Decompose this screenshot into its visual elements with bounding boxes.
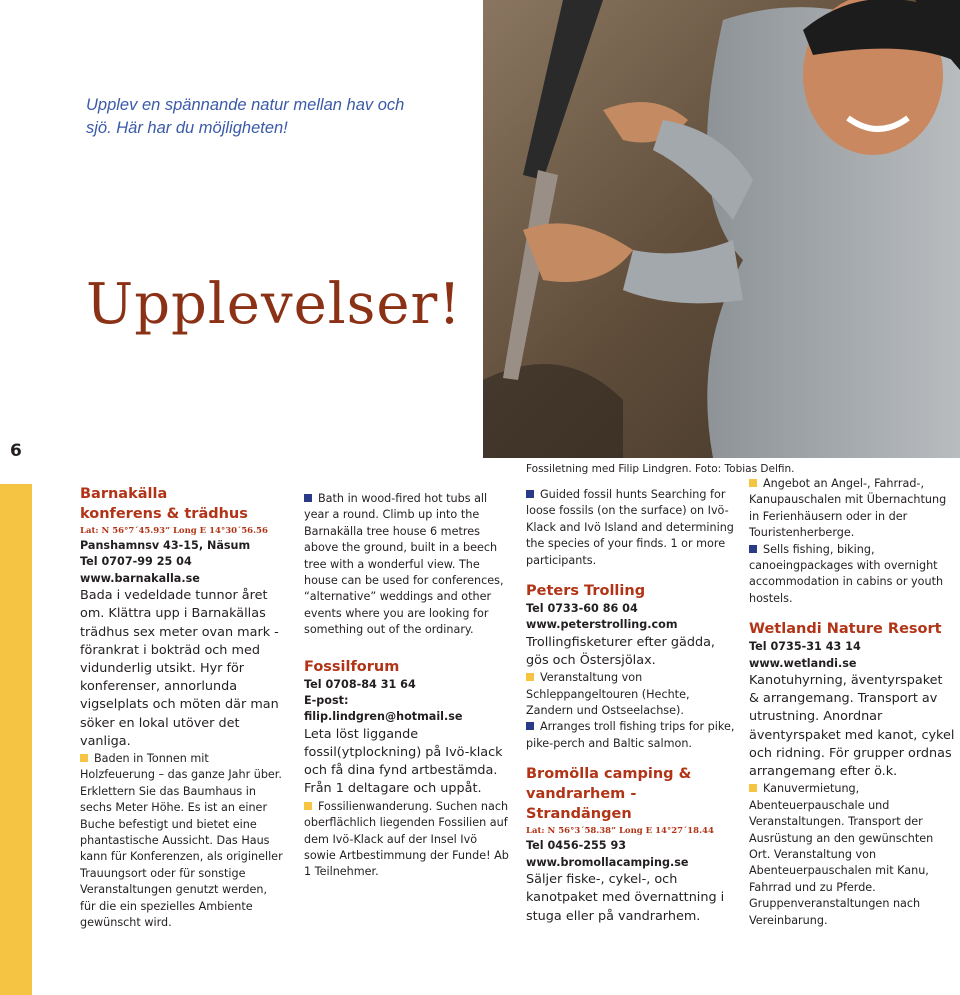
fossilforum-german-text: [304, 799, 509, 881]
column-4: [749, 476, 955, 929]
english-bullet-icon: [304, 494, 312, 502]
page-number: 6: [10, 441, 22, 461]
fossilforum-name: Fossilforum: [304, 658, 400, 675]
bromolla-coords: Lat: N 56°3´58.38” Long E 14°27´18.44: [526, 826, 714, 837]
fossilforum-phone: Tel 0708-84 31 64: [304, 677, 416, 691]
peters-trolling-swedish-text: Trollingfisketurer efter gädda, gös och Östersjölax.: [526, 634, 716, 669]
intro-text: Upplev en spännande natur mellan hav och sjö. Här har du möjligheten!: [86, 96, 405, 137]
peters-trolling-english-text: [526, 719, 738, 752]
bromolla-name: Bromölla camping &: [526, 766, 692, 783]
english-bullet-icon: [526, 490, 534, 498]
bromolla-swedish-text: Säljer fiske-, cykel-, och kanotpaket med övernattning i stuga eller på vandrarhem.: [526, 872, 725, 924]
bromolla-web[interactable]: www.bromollacamping.se: [526, 855, 689, 869]
german-bullet-icon: [749, 479, 757, 487]
barnakalla-german-body: Baden in Tonnen mit Holzfeuerung – das ganze Jahr über. Erklettern Sie das Baumhaus in sechs Meter Höhe. Es ist an einer Buche befestigt und bietet eine phantastische Aussicht. Das Haus kann für Konferenzen, als origineller Trauungsort oder für sonstige Veranstaltungen genutzt werden, für die ein spezielles Ambiente gewünscht wird.: [80, 752, 283, 930]
column-2: [304, 491, 509, 881]
peters-trolling-german-text: [526, 670, 738, 719]
english-bullet-icon: [526, 722, 534, 730]
peters-trolling-web[interactable]: www.peterstrolling.com: [526, 618, 678, 632]
wetlandi-german-body: Kanuvermietung, Abenteuerpauschale und Veranstaltungen. Transport der Ausrüstung an den gewünschten Ort. Veranstaltung von Abenteuerpauschalen mit Kanu, Fahrrad und zu Pferde. Gruppenveranstaltungen nach Vereinbarung.: [749, 782, 934, 927]
german-bullet-icon: [749, 784, 757, 792]
bromolla-german-text: [749, 476, 955, 542]
bromolla-german-body: Angebot an Angel-, Fahrrad-, Kanupauschalen mit Übernachtung in Ferienhäusern oder in der Touristenherberge.: [749, 477, 947, 540]
barnakalla-english-text: [304, 491, 509, 639]
peters-trolling-english-body: Arranges troll fishing trips for pike, pike-perch and Baltic salmon.: [526, 720, 735, 750]
barnakalla-coords: Lat: N 56°7´45.93” Long E 14°30´56.56: [80, 526, 268, 536]
yellow-side-bar: [0, 484, 32, 995]
bromolla-subtitle: vandrarhem - Strandängen: [526, 786, 637, 823]
bromolla-english-body: Sells fishing, biking, canoeingpackages with overnight accommodation in cabins or youth hostels.: [749, 542, 944, 605]
fossilforum-swedish-text: Leta löst liggande fossil(ytplockning) på Ivö-klack och få dina fynd artbestämda. Från 1 deltagare och uppåt.: [304, 726, 503, 797]
english-bullet-icon: [749, 545, 757, 553]
peters-trolling-phone: Tel 0733-60 86 04: [526, 602, 638, 616]
bromolla-phone: Tel 0456-255 93: [526, 839, 627, 853]
barnakalla-web[interactable]: www.barnakalla.se: [80, 571, 200, 585]
german-bullet-icon: [526, 673, 534, 681]
fossilforum-english-body: Guided fossil hunts Searching for loose fossils (on the surface) on Ivö-Klack and Ivö Island and determining the species of your finds. 1 or more participants.: [526, 488, 734, 567]
bromolla-english-text: [749, 542, 955, 608]
photo-illustration: [483, 0, 960, 458]
column-3: [526, 487, 738, 926]
column-1: [80, 484, 285, 932]
wetlandi-phone: Tel 0735-31 43 14: [749, 640, 861, 654]
peters-trolling-german-body: Veranstaltung von Schleppangeltouren (Hechte, Zandern und Ostseelachse).: [526, 671, 690, 718]
barnakalla-name: Barnakälla: [80, 486, 168, 502]
fossilforum-english-text: [526, 487, 738, 569]
german-bullet-icon: [304, 802, 312, 810]
barnakalla-address: Panshamnsv 43-15, Näsum: [80, 539, 251, 552]
wetlandi-swedish-text: Kanotuhyrning, äventyrspaket & arrangemang. Transport av utrustning. Anordnar äventyrspaket med kanot, cykel och ridning. För grupper ordnas arrangemang efter ö.k.: [749, 673, 955, 780]
photo-caption: Fossiletning med Filip Lindgren. Foto: Tobias Delfin.: [526, 463, 795, 475]
barnakalla-swedish-text: Bada i vedeldade tunnor året om. Klättra upp i Barnakällas trädhus sex meter ovan mark - förankrat i bokträd och med vidunderlig utsikt. Hyr för konferenser, annorlunda vigselplats och möten där man söker en lokal utöver det vanliga.: [80, 588, 279, 749]
german-bullet-icon: [80, 754, 88, 762]
peters-trolling-name: Peters Trolling: [526, 583, 646, 600]
barnakalla-phone: Tel 0707-99 25 04: [80, 555, 192, 569]
wetlandi-german-text: [749, 781, 955, 929]
wetlandi-web[interactable]: www.wetlandi.se: [749, 656, 857, 670]
fossilforum-german-body: Fossilienwanderung. Suchen nach oberflächlich liegenden Fossilien auf dem Ivö-Klack auf der Insel Ivö sowie Artbestimmung der Funde! Ab 1 Teilnehmer.: [304, 799, 509, 879]
fossilforum-email[interactable]: E-post: filip.lindgren@hotmail.se: [304, 694, 463, 724]
photo-fossil-hunter: [483, 0, 960, 458]
barnakalla-english-body: Bath in wood-fired hot tubs all year a round. Climb up into the Barnakälla tree house 6 metres above the ground, built in a beech tree with a wonderful view. The house can be used for conferences, “alternative” weddings and other events where you are looking for something out of the ordinary.: [304, 492, 504, 637]
wetlandi-name: Wetlandi Nature Resort: [749, 621, 942, 638]
barnakalla-subtitle: konferens & trädhus: [80, 506, 248, 522]
page-title: Upplevelser!: [86, 272, 462, 337]
barnakalla-german-text: [80, 751, 285, 931]
